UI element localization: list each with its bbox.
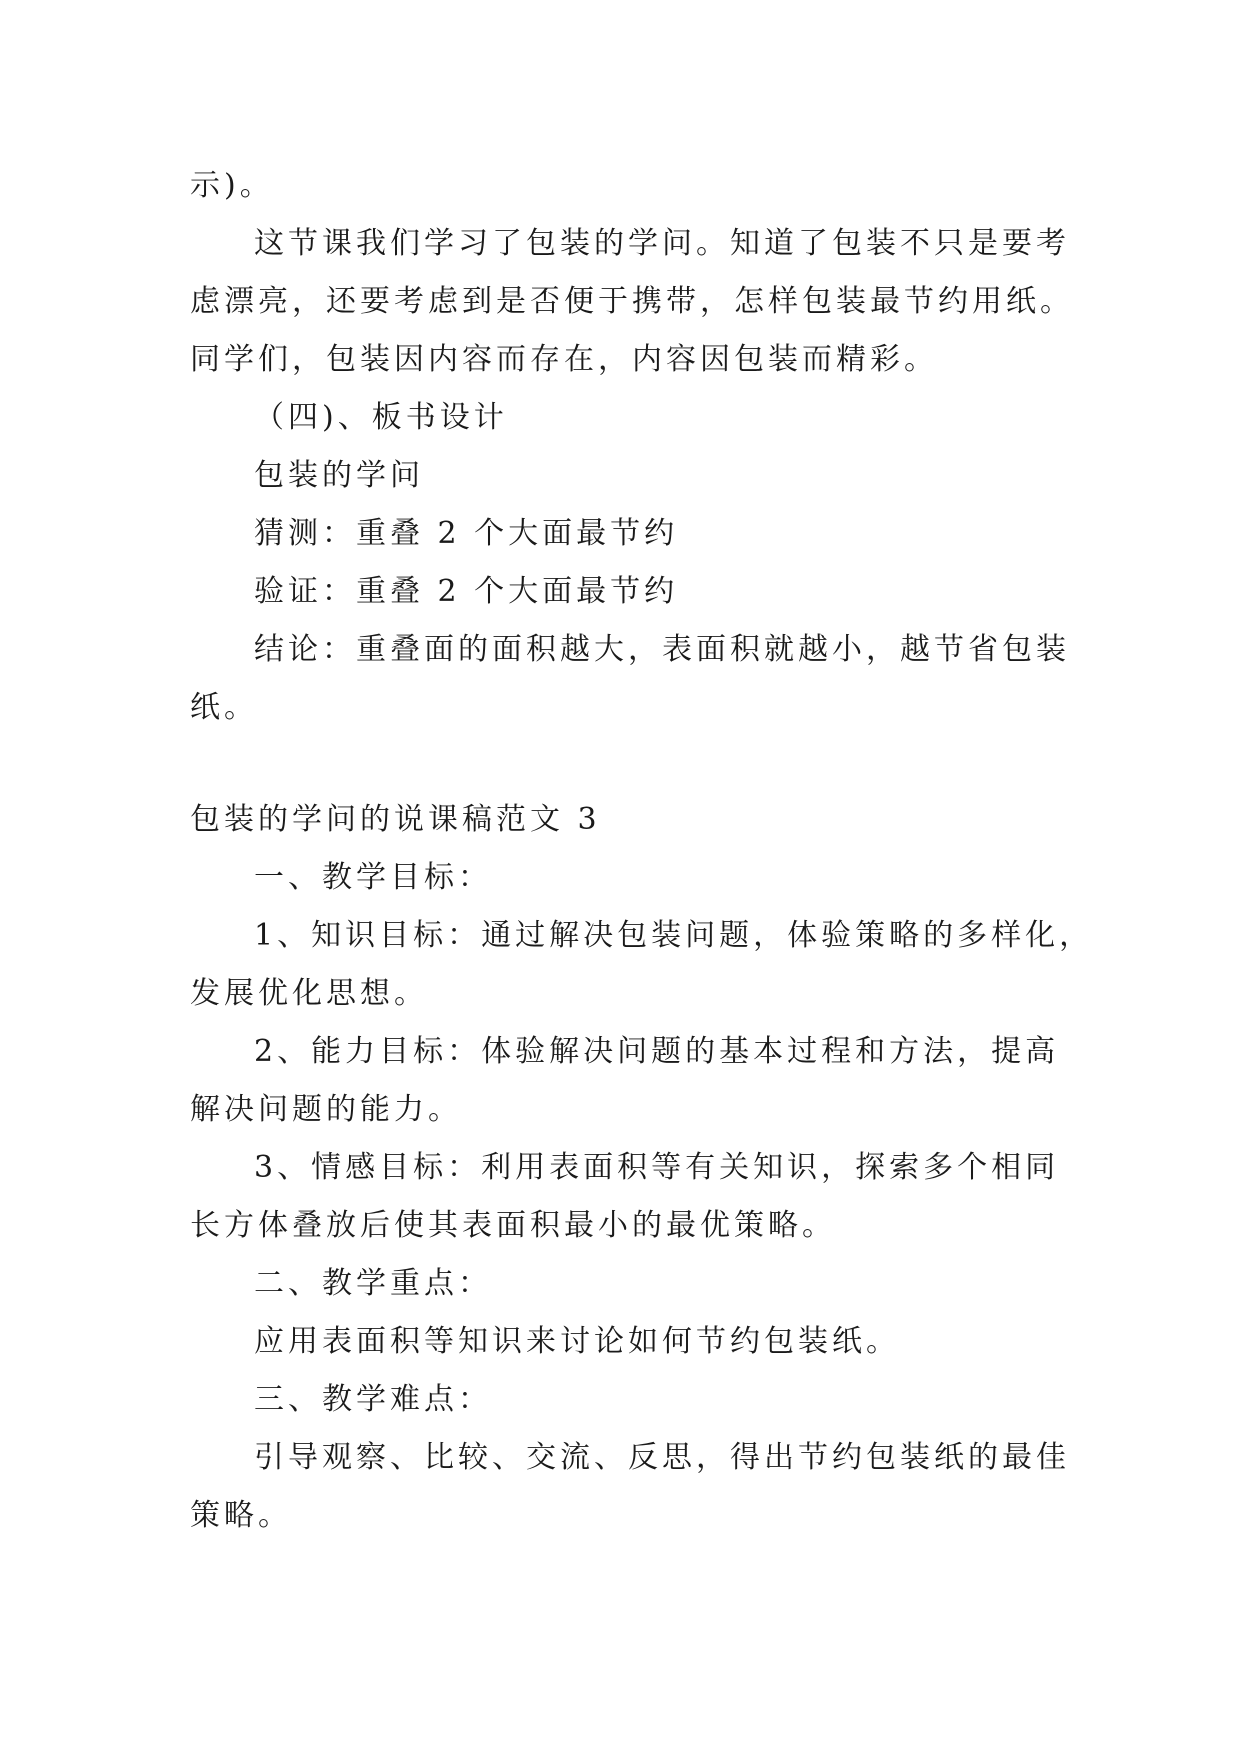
text-line: 示)。 bbox=[190, 168, 274, 203]
text-line: 纸。 bbox=[190, 690, 258, 725]
section-heading: 三、教学难点： bbox=[254, 1382, 492, 1417]
text-line: 应用表面积等知识来讨论如何节约包装纸。 bbox=[254, 1324, 900, 1359]
text-line: 猜测：重叠 2 个大面最节约 bbox=[254, 516, 679, 551]
text-line: 结论：重叠面的面积越大，表面积就越小，越节省包装 bbox=[254, 632, 1070, 667]
text-line: 发展优化思想。 bbox=[190, 976, 428, 1011]
text-line: 策略。 bbox=[190, 1498, 292, 1533]
section-heading: 一、教学目标： bbox=[254, 860, 492, 895]
text-line: 2、能力目标：体验解决问题的基本过程和方法，提高 bbox=[254, 1034, 1060, 1069]
text-line: 这节课我们学习了包装的学问。知道了包装不只是要考 bbox=[254, 226, 1070, 261]
section-heading: （四)、板书设计 bbox=[254, 400, 508, 435]
text-line: 虑漂亮，还要考虑到是否便于携带，怎样包装最节约用纸。 bbox=[190, 284, 1074, 319]
text-line: 解决问题的能力。 bbox=[190, 1092, 462, 1127]
section-heading: 二、教学重点： bbox=[254, 1266, 492, 1301]
text-line: 3、情感目标：利用表面积等有关知识，探索多个相同 bbox=[254, 1150, 1060, 1185]
text-line: 引导观察、比较、交流、反思，得出节约包装纸的最佳 bbox=[254, 1440, 1070, 1475]
text-line: 长方体叠放后使其表面积最小的最优策略。 bbox=[190, 1208, 836, 1243]
text-line: 验证：重叠 2 个大面最节约 bbox=[254, 574, 679, 609]
article-title: 包装的学问的说课稿范文 3 bbox=[190, 802, 601, 837]
board-title: 包装的学问 bbox=[254, 458, 424, 493]
text-line: 同学们，包装因内容而存在，内容因包装而精彩。 bbox=[190, 342, 938, 377]
text-line: 1、知识目标：通过解决包装问题，体验策略的多样化， bbox=[254, 918, 1094, 953]
